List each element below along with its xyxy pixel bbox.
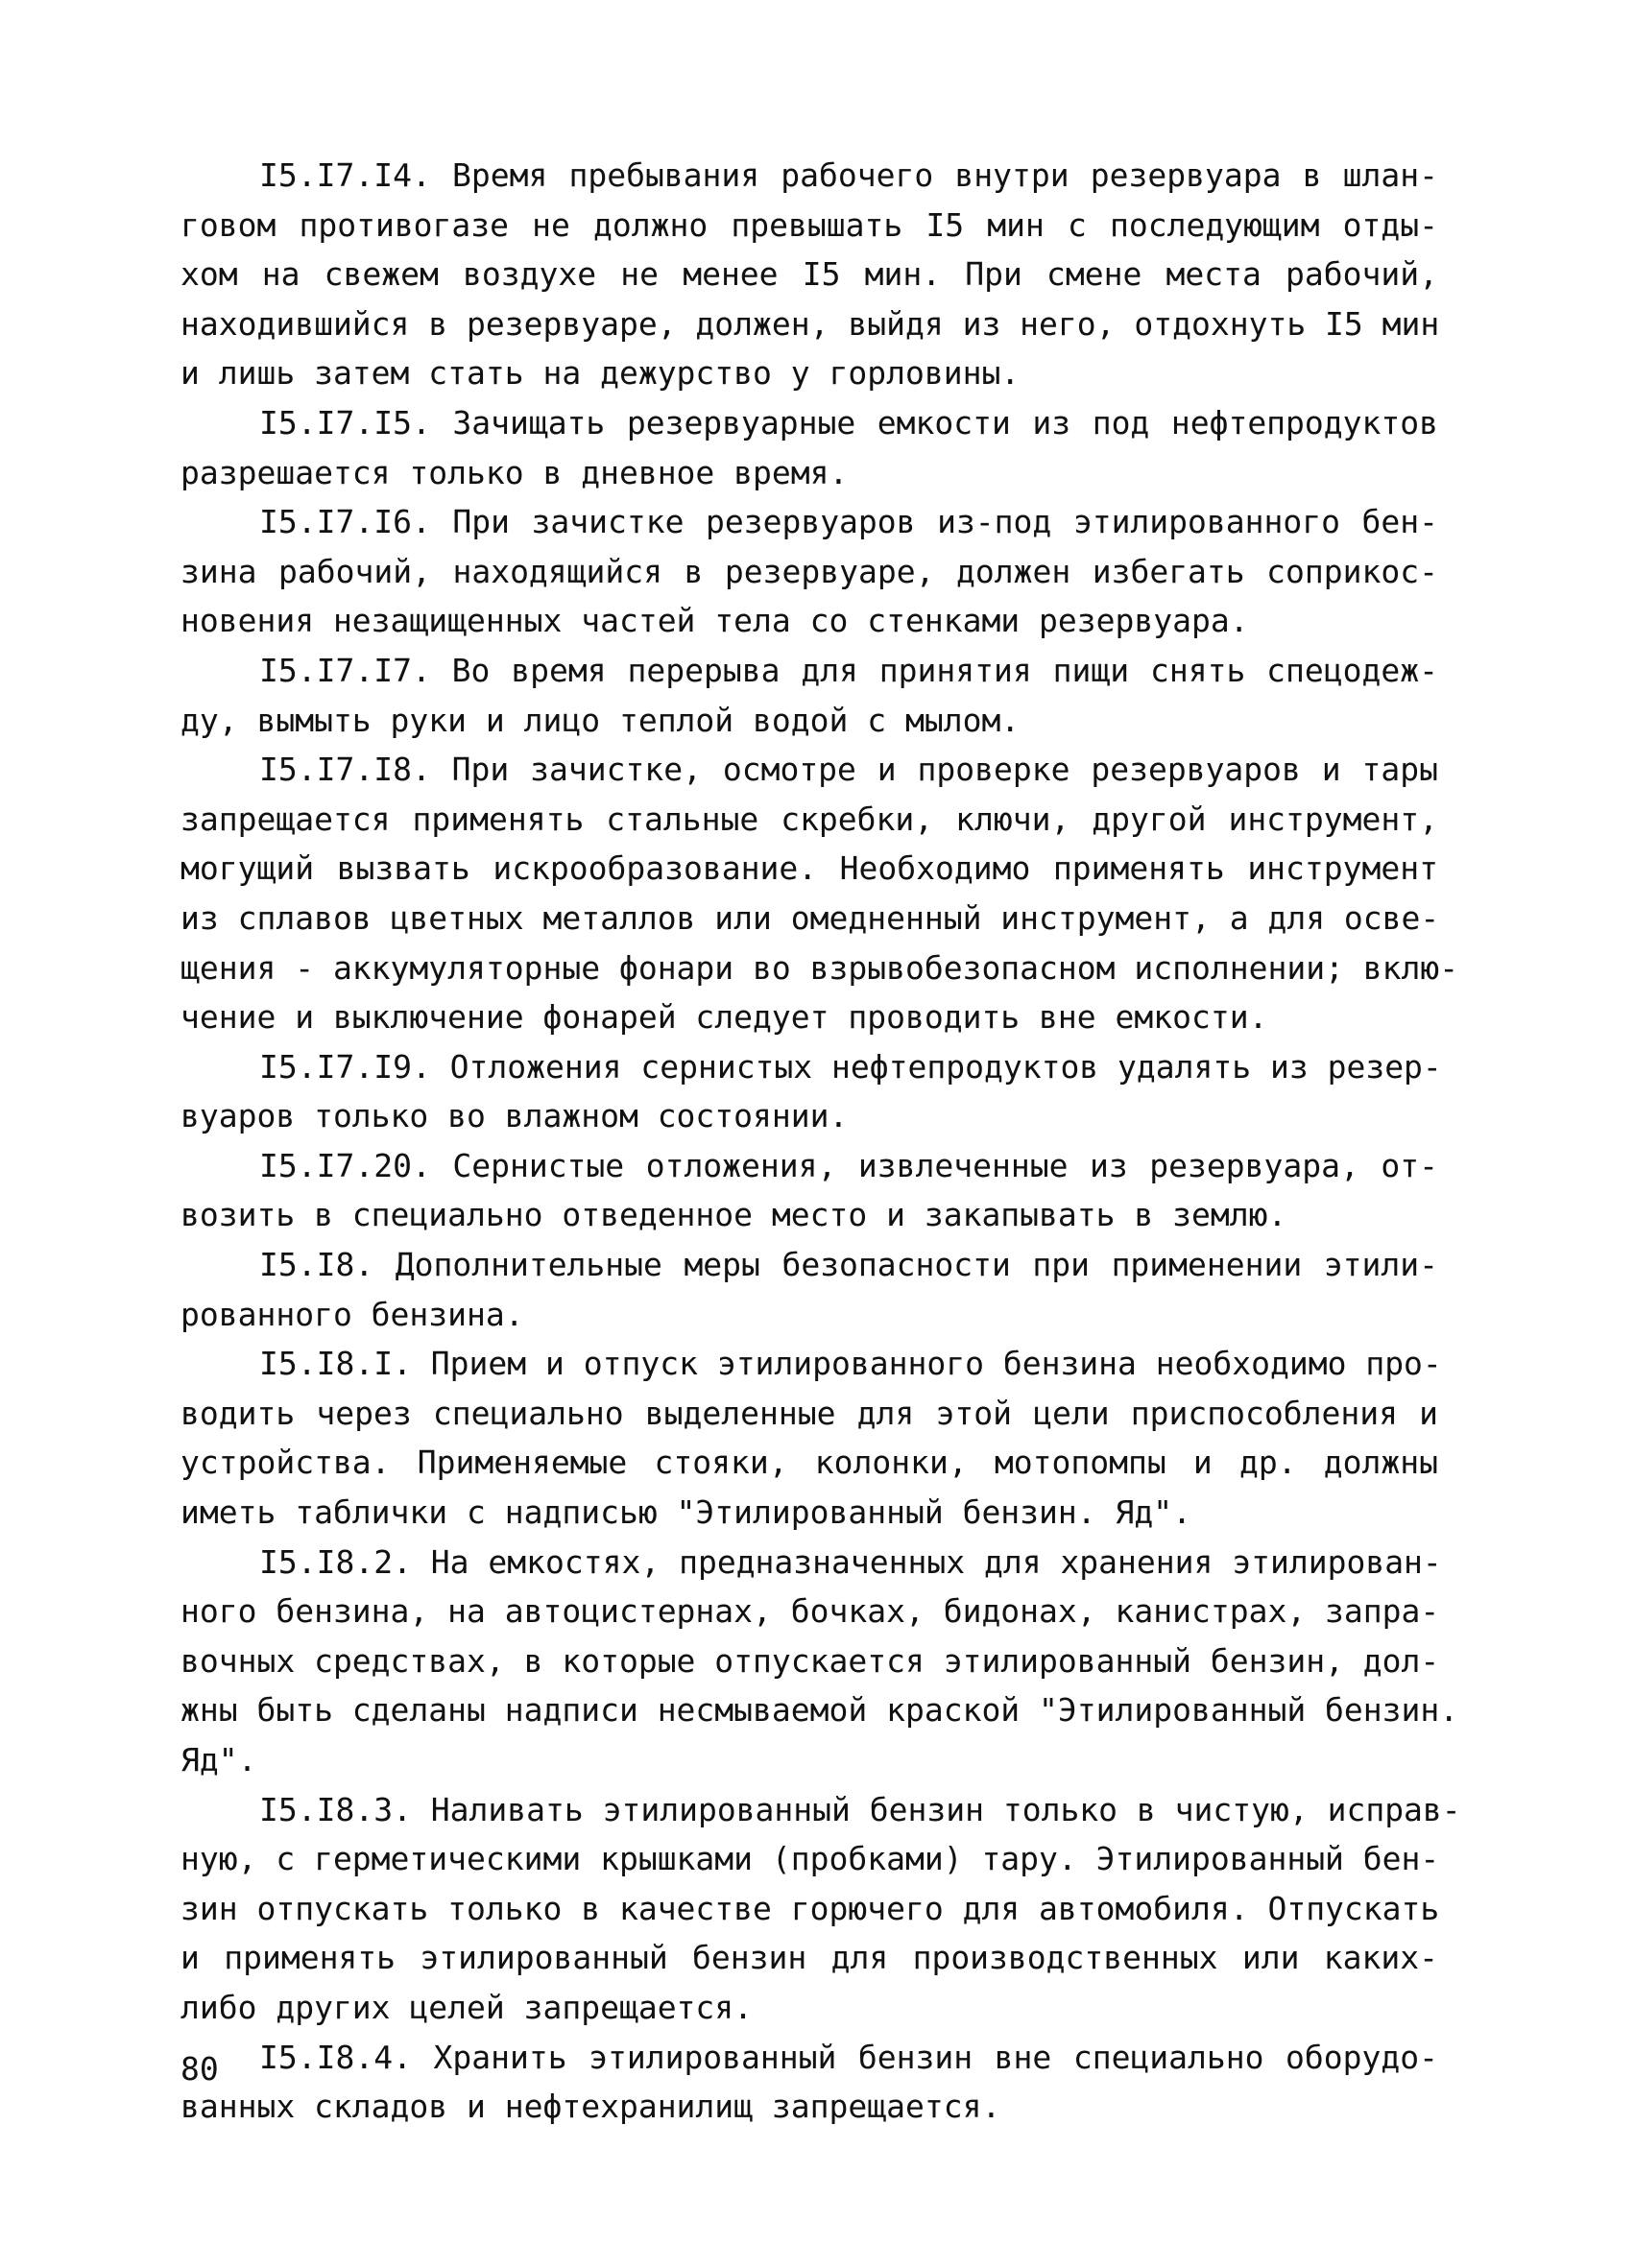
text-line: Яд". [180, 1741, 257, 1779]
paragraph [180, 497, 1438, 646]
text-line: иметь таблички с надписью "Этилированный бензин. Яд". [180, 1493, 1191, 1532]
text-line: из сплавов цветных металлов или омедненный инструмент, а для осве- [180, 898, 1440, 937]
text-line: разрешается только в дневное время. [180, 453, 849, 491]
text-line: вуаров только во влажном состоянии. [180, 1097, 849, 1135]
paragraph [180, 646, 1438, 745]
document-body [180, 151, 1461, 2132]
text-line: либо других целей запрещается. [180, 1988, 754, 2026]
text-line: вочных средствах, в которые отпускается этилированный бензин, дол- [180, 1641, 1440, 1680]
text-line: новения незащищенных частей тела со стенками резервуара. [180, 602, 1249, 640]
text-line: чение и выключение фонарей следует проводить вне емкости. [180, 998, 1268, 1037]
text-line: жны быть сделаны надписи несмываемой краской "Этилированный бензин. [180, 1691, 1459, 1730]
paragraph [180, 398, 1438, 497]
text-line: щения - аккумуляторные фонари во взрывобезопасном исполнении; вклю- [180, 948, 1459, 987]
paragraph [180, 745, 1459, 1042]
text-line: I5.I8.2. На емкостях, предназначенных для хранения этилирован- [259, 1542, 1442, 1581]
paragraph [180, 1240, 1438, 1339]
text-line: I5.I8. Дополнительные меры безопасности при применении этили- [259, 1246, 1438, 1284]
paragraph [180, 1141, 1438, 1240]
text-line: ду, вымыть руки и лицо теплой водой с мылом. [180, 701, 1021, 739]
paragraph [180, 1042, 1442, 1141]
paragraph [180, 1538, 1459, 1785]
text-line: рованного бензина. [180, 1295, 524, 1333]
text-line: устройства. Применяемые стояки, колонки, мотопомпы и др. должны [180, 1444, 1438, 1482]
text-line: и применять этилированный бензин для производственных или каких- [180, 1939, 1438, 1977]
text-line: I5.I7.I5. Зачищать резервуарные емкости из под нефтепродуктов [259, 403, 1438, 442]
text-line: могущий вызвать искрообразование. Необходимо применять инструмент [180, 849, 1438, 888]
text-line: I5.I7.I7. Во время перерыва для принятия пищи снять спецодеж- [259, 651, 1438, 689]
text-line: I5.I7.I8. При зачистке, осмотре и проверке резервуаров и тары [259, 751, 1438, 789]
paragraph [180, 1339, 1442, 1537]
text-line: и лишь затем стать на дежурство у горловины. [180, 354, 1021, 393]
text-line: зин отпускать только в качестве горючего для автомобиля. Отпускать [180, 1889, 1440, 1927]
text-line: ную, с герметическими крышками (пробками) тару. Этилированный бен- [180, 1840, 1440, 1878]
paragraph [180, 1785, 1461, 2033]
text-line: ванных складов и нефтехранилищ запрещается. [180, 2088, 1001, 2126]
text-line: I5.I7.20. Сернистые отложения, извлеченные из резервуара, от- [259, 1146, 1438, 1184]
text-line: I5.I8.3. Наливать этилированный бензин только в чистую, исправ- [259, 1790, 1461, 1828]
text-line: I5.I7.I9. Отложения сернистых нефтепродуктов удалять из резер- [259, 1047, 1442, 1086]
text-line: I5.I8.4. Хранить этилированный бензин вне специально оборудо- [259, 2038, 1438, 2076]
paragraph [180, 151, 1438, 398]
text-line: говом противогазе не должно превышать I5 мин с последующим отды- [180, 205, 1438, 244]
text-line: ного бензина, на автоцистернах, бочках, бидонах, канистрах, запра- [180, 1592, 1440, 1631]
text-line: находившийся в резервуаре, должен, выйдя из него, отдохнуть I5 мин [180, 304, 1440, 343]
page-number: 80 [180, 2050, 219, 2088]
text-line: запрещается применять стальные скребки, ключи, другой инструмент, [180, 800, 1438, 838]
text-line: I5.I7.I4. Время пребывания рабочего внутри резервуара в шлан- [259, 156, 1438, 194]
text-line: возить в специально отведенное место и закапывать в землю. [180, 1196, 1287, 1234]
text-line: зина рабочий, находящийся в резервуаре, должен избегать соприкос- [180, 552, 1438, 590]
text-line: хом на свежем воздухе не менее I5 мин. При смене места рабочий, [180, 255, 1438, 294]
text-line: водить через специально выделенные для этой цели приспособления и [180, 1394, 1438, 1432]
text-line: I5.I8.I. Прием и отпуск этилированного бензина необходимо про- [259, 1345, 1442, 1383]
text-line: I5.I7.I6. При зачистке резервуаров из-под этилированного бен- [259, 503, 1438, 541]
paragraph [180, 2033, 1438, 2132]
